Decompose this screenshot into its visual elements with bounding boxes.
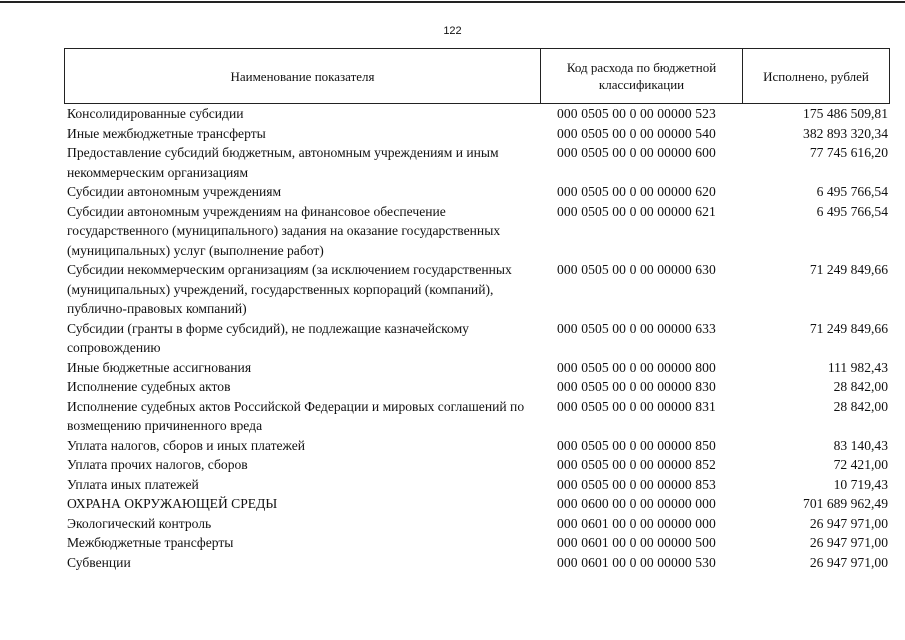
table-header (64, 48, 890, 104)
row-name: Субсидии (гранты в форме субсидий), не подлежащие казначейскому сопровождению (67, 320, 469, 355)
row-code: 000 0505 00 0 00 00000 633 (557, 320, 716, 336)
row-amount: 26 947 971,00 (809, 554, 888, 570)
row-code: 000 0505 00 0 00 00000 630 (557, 262, 716, 277)
row-code: 000 0505 00 0 00 00000 621 (557, 203, 716, 219)
header-amount: Исполнено, рублей (763, 68, 869, 84)
table-row (64, 143, 890, 182)
row-name: Субвенции (67, 554, 131, 570)
row-name: Консолидированные субсидии (67, 106, 244, 121)
row-code: 000 0601 00 0 00 00000 000 (557, 515, 716, 531)
row-name: Экологический контроль (67, 515, 212, 531)
table-row (64, 377, 890, 397)
row-amount: 382 893 320,34 (803, 125, 888, 141)
row-code: 000 0505 00 0 00 00000 523 (557, 106, 716, 121)
row-name: Предоставление субсидий бюджетным, автономным учреждениям и иным некоммерческим организациям (67, 145, 499, 180)
row-name: Иные межбюджетные трансферты (67, 125, 266, 141)
table-row (64, 514, 890, 534)
row-amount: 6 495 766,54 (816, 184, 888, 199)
table-row (64, 202, 890, 261)
row-amount: 111 982,43 (827, 359, 888, 375)
table-row (64, 182, 890, 202)
table-row (64, 553, 890, 573)
row-name: Межбюджетные трансферты (67, 535, 234, 550)
table-row (64, 397, 890, 436)
table-row (64, 533, 890, 553)
row-amount: 6 495 766,54 (816, 203, 888, 219)
row-code: 000 0505 00 0 00 00000 620 (557, 184, 716, 199)
row-name: ОХРАНА ОКРУЖАЮЩЕЙ СРЕДЫ (67, 496, 278, 511)
row-name: Субсидии некоммерческим организациям (за исключением государственных (муниципальных) учреждений, государственных корпораций (компаний), публично-правовых компаний) (67, 262, 512, 316)
row-name: Исполнение судебных актов Российской Федерации и мировых соглашений по возмещению причиненного вреда (67, 398, 525, 433)
row-code: 000 0505 00 0 00 00000 850 (557, 437, 716, 453)
row-code: 000 0505 00 0 00 00000 831 (557, 398, 716, 414)
row-code: 000 0505 00 0 00 00000 830 (557, 379, 716, 394)
table-body (64, 104, 890, 572)
header-code: Код расхода по бюджетной классификации (541, 49, 743, 103)
row-code: 000 0505 00 0 00 00000 540 (557, 125, 716, 141)
row-amount: 26 947 971,00 (809, 515, 888, 531)
row-code: 000 0600 00 0 00 00000 000 (557, 496, 716, 511)
row-name: Иные бюджетные ассигнования (67, 359, 252, 375)
row-code: 000 0601 00 0 00 00000 500 (557, 535, 716, 550)
table-row (64, 104, 890, 124)
row-code: 000 0601 00 0 00 00000 530 (557, 554, 716, 570)
table-row (64, 455, 890, 475)
row-amount: 72 421,00 (833, 457, 888, 472)
row-amount: 28 842,00 (833, 398, 888, 414)
row-name: Субсидии автономным учреждениям на финансовое обеспечение государственного (муниципального) задания на оказание государственных (муниципальных) услуг (выполнение работ) (67, 203, 501, 258)
row-name: Субсидии автономным учреждениям (67, 184, 282, 199)
row-amount: 77 745 616,20 (809, 145, 888, 160)
row-amount: 71 249 849,66 (809, 262, 888, 277)
row-amount: 701 689 962,49 (803, 496, 888, 511)
row-name: Уплата иных платежей (67, 476, 199, 492)
row-code: 000 0505 00 0 00 00000 600 (557, 145, 716, 160)
table-row (64, 475, 890, 495)
page-number: 122 (443, 25, 462, 37)
table-row (64, 358, 890, 378)
row-code: 000 0505 00 0 00 00000 800 (557, 359, 716, 375)
row-code: 000 0505 00 0 00 00000 852 (557, 457, 716, 472)
row-amount: 71 249 849,66 (809, 320, 888, 336)
row-name: Исполнение судебных актов (67, 379, 231, 394)
row-amount: 28 842,00 (833, 379, 888, 394)
table-row (64, 260, 890, 319)
table-row (64, 319, 890, 358)
header-name: Наименование показателя (65, 49, 541, 103)
table-row (64, 124, 890, 144)
top-border-line (0, 1, 905, 3)
row-name: Уплата прочих налогов, сборов (67, 457, 248, 472)
row-amount: 83 140,43 (833, 437, 888, 453)
table-row (64, 494, 890, 514)
row-code: 000 0505 00 0 00 00000 853 (557, 476, 716, 492)
table-row (64, 436, 890, 456)
row-amount: 175 486 509,81 (803, 106, 888, 121)
row-amount: 26 947 971,00 (809, 535, 888, 550)
row-name: Уплата налогов, сборов и иных платежей (67, 437, 306, 453)
row-amount: 10 719,43 (833, 476, 888, 492)
